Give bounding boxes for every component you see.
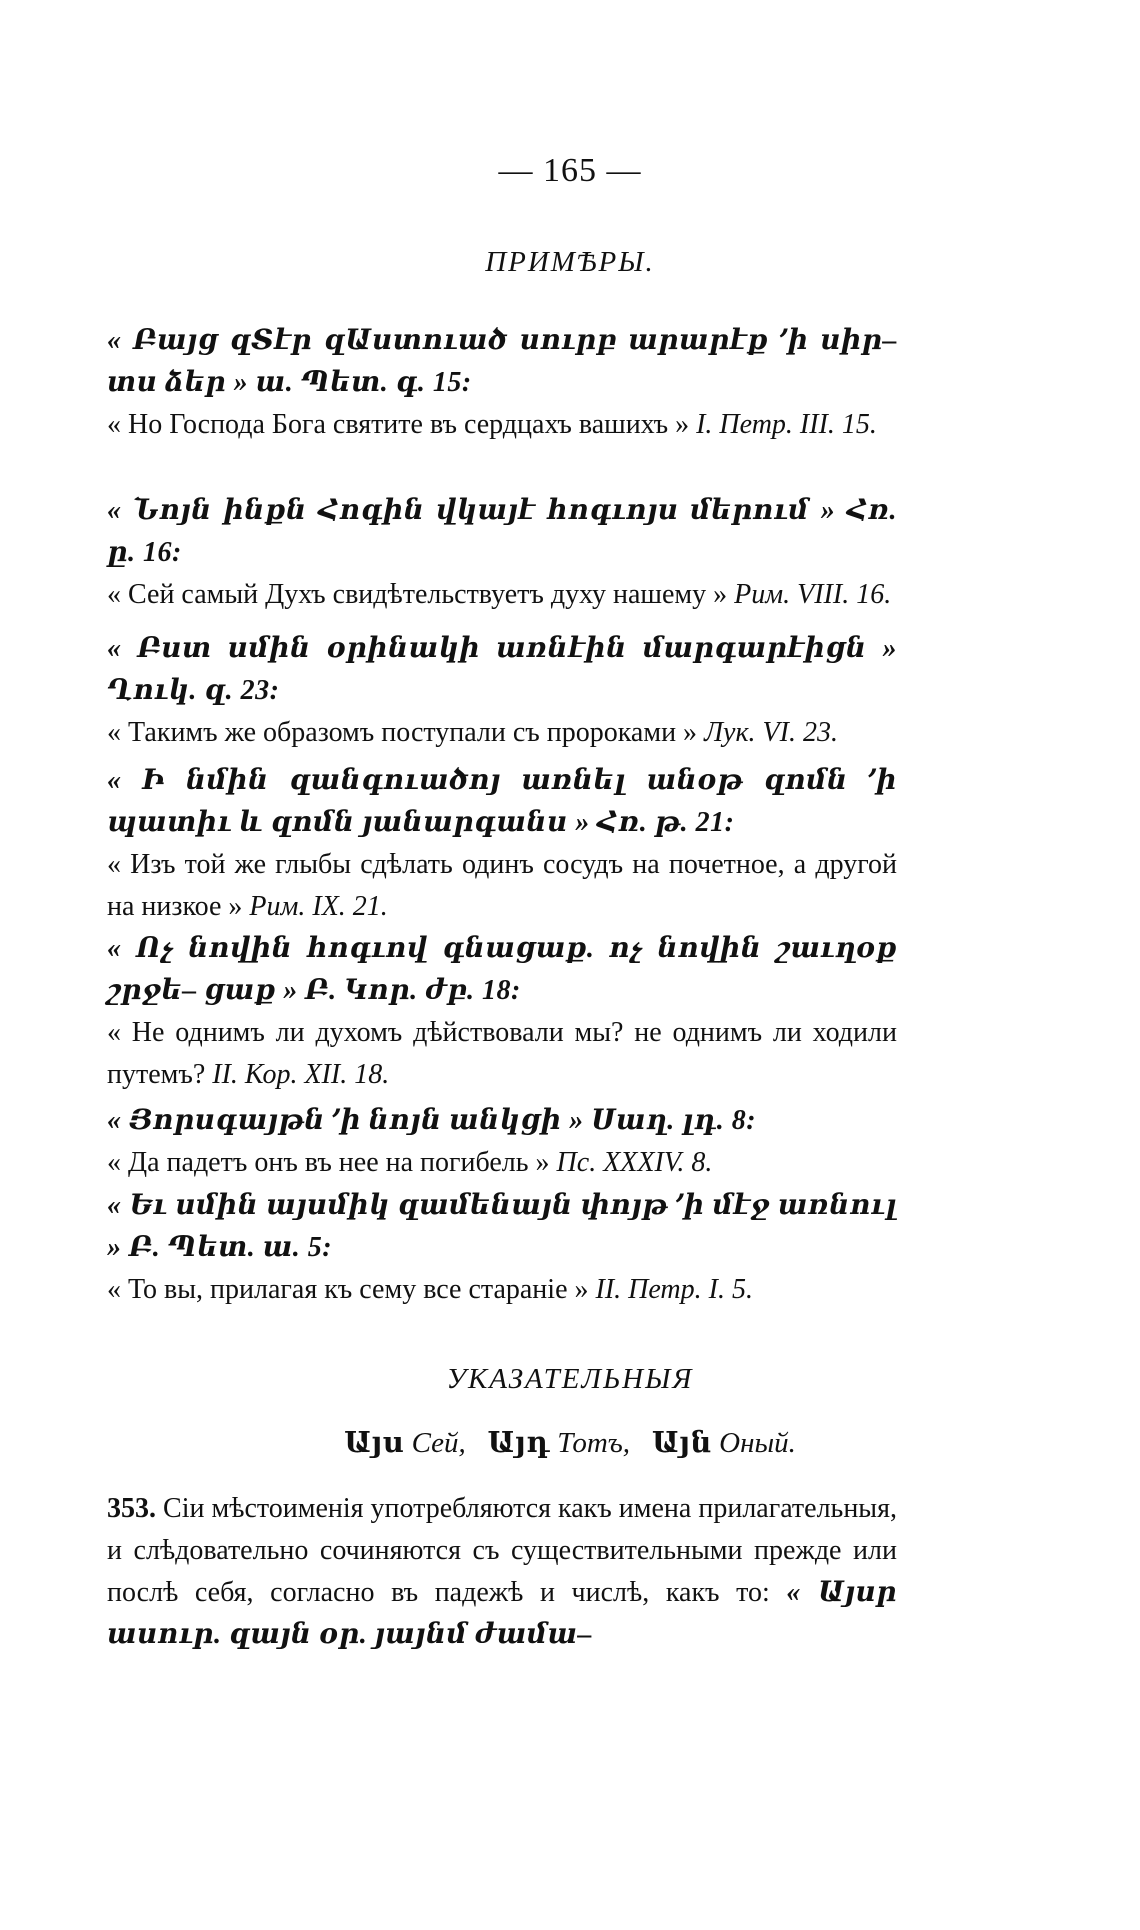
example-armenian: « Բայց զՏէր զԱստուած սուրբ արարէք ՚ի սիր– տս ձեր » ա. Պետ. գ. 15: xyxy=(107,325,897,398)
scripture-reference: Пс. XXXIV. 8. xyxy=(556,1147,713,1178)
example-russian: « Сей самый Духъ свидѣтельствуетъ духу нашему » Рим. VIII. 16. xyxy=(107,579,892,610)
pronoun-list xyxy=(0,1425,1140,1460)
scripture-reference: Рим. VIII. 16. xyxy=(734,579,892,610)
pronoun-russian: Тотъ, xyxy=(557,1427,631,1459)
page-number: — 165 — xyxy=(498,152,642,189)
example-1 xyxy=(107,320,897,446)
pronoun-russian: Сей, xyxy=(411,1427,466,1459)
pronoun-russian: Оный. xyxy=(719,1427,796,1459)
section-heading-demonstrative: УКАЗАТЕЛЬНЫЯ xyxy=(446,1363,694,1395)
example-7 xyxy=(107,1185,897,1311)
example-russian: « То вы, прилагая къ сему все стараніе » II. Петр. I. 5. xyxy=(107,1274,753,1305)
scripture-reference: Рим. IX. 21. xyxy=(249,891,388,922)
paragraph-armenian-tail: « Այսր ասուր. զայն օր. յայնմ ժամա– xyxy=(107,1577,897,1650)
example-armenian: « Ոչ նովին հոգւով գնացաք. ոչ նովին շաւղօք շրջե– ցաք » Բ. Կոր. ժբ. 18: xyxy=(107,933,897,1006)
example-2 xyxy=(107,490,897,616)
scripture-reference: I. Петр. III. 15. xyxy=(696,409,877,440)
section-heading-examples: ПРИМѢРЫ. xyxy=(485,246,655,278)
example-armenian: « Բստ սմին օրինակի առնէին մարգարէիցն » Ղուկ. զ. 23: xyxy=(107,633,897,706)
example-5 xyxy=(107,928,897,1096)
paragraph-353 xyxy=(107,1488,897,1656)
pronoun-armenian: Այս xyxy=(344,1427,405,1459)
example-russian: « Не однимъ ли духомъ дѣйствовали мы? не однимъ ли ходили путемъ? II. Кор. XII. 18. xyxy=(107,1017,897,1090)
example-6 xyxy=(107,1100,897,1184)
example-russian: « Но Господа Бога святите въ сердцахъ вашихъ » I. Петр. III. 15. xyxy=(107,409,877,440)
example-armenian: « Ի նմին զանգուածոյ առնել անօթ զոմն ՚ի պատիւ և զոմն յանարգանս » Հռ. թ. 21: xyxy=(107,765,897,838)
pronoun-armenian: Այն xyxy=(651,1427,712,1459)
example-russian: « Такимъ же образомъ поступали съ пророками » Лук. VI. 23. xyxy=(107,717,838,748)
paragraph-text: Сіи мѣстоименія употребляются какъ имена прилагательныя, и слѣдовательно сочиняются съ существительными прежде или послѣ себя, согласно въ падежѣ и числѣ, какъ то: xyxy=(107,1493,897,1608)
example-armenian: « Եւ սմին այսմիկ զամենայն փոյթ ՚ի մէջ առնուլ » Բ. Պետ. ա. 5: xyxy=(107,1190,897,1263)
paragraph-number: 353. xyxy=(107,1493,156,1524)
example-russian: « Изъ той же глыбы сдѣлать одинъ сосудъ на почетное, а другой на низкое » Рим. IX. 21. xyxy=(107,849,897,922)
pronoun-armenian: Այդ xyxy=(487,1427,550,1459)
example-3 xyxy=(107,628,897,754)
example-armenian: « Նոյն ինքն Հոգին վկայէ հոգւոյս մերում » Հռ. ը. 16: xyxy=(107,495,897,568)
example-armenian: « Յորսգայթն ՚ի նոյն անկցի » Սաղ. լդ. 8: xyxy=(107,1105,757,1136)
scripture-reference: Лук. VI. 23. xyxy=(704,717,838,748)
example-4 xyxy=(107,760,897,928)
scripture-reference: II. Петр. I. 5. xyxy=(595,1274,753,1305)
example-russian: « Да падетъ онъ въ нее на погибель » Пс. XXXIV. 8. xyxy=(107,1147,713,1178)
scripture-reference: II. Кор. XII. 18. xyxy=(212,1059,390,1090)
